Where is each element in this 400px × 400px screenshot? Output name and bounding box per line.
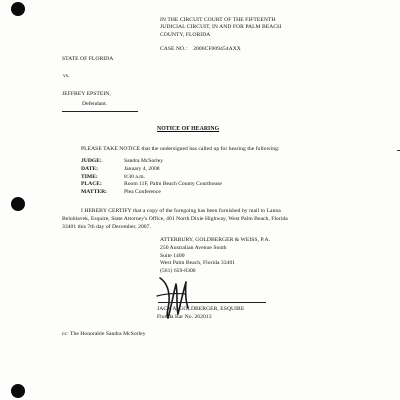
defendant-label: Defendant. <box>82 101 108 107</box>
detail-value: January 4, 2008 <box>124 165 160 172</box>
law-firm-block <box>160 237 270 276</box>
hearing-detail-row <box>81 189 222 197</box>
court-caption <box>160 17 281 39</box>
firm-address-line: Suite 1400 <box>160 252 185 259</box>
signer-block <box>157 306 244 322</box>
signer-name: JACK A. GOLDBERGER, ESQUIRE <box>157 306 245 312</box>
notice-title: NOTICE OF HEARING <box>157 126 220 132</box>
certificate-line: Belohlavek, Esquire, State Attorney's Office, 401 North Dixie Highway, West Palm Beach, Florida <box>62 215 288 222</box>
case-number-value: 2006CF009454AXX <box>193 46 241 52</box>
versus-label: vs. <box>63 73 70 79</box>
hearing-detail-row <box>81 158 222 166</box>
notice-body: PLEASE TAKE NOTICE that the undersigned has called up for hearing the following: <box>81 146 280 152</box>
firm-name: ATTERBURY, GOLDBERGER & WEISS, P.A. <box>160 237 271 243</box>
detail-value: 8:30 a.m. <box>124 173 145 180</box>
court-caption-line: IN THE CIRCUIT COURT OF THE FIFTEENTH <box>160 17 276 23</box>
detail-key: MATTER: <box>81 189 107 196</box>
detail-value: Room 11F, Palm Beach County Courthouse <box>124 181 222 188</box>
defendant-name: JEFFREY EPSTEIN, <box>62 91 111 97</box>
certificate-line: 33401 this 7th day of December, 2007. <box>62 223 151 230</box>
firm-phone: (561) 659-8300 <box>160 268 196 275</box>
carbon-copy-line: cc: The Honorable Sandra McSorley <box>62 331 146 337</box>
hole-punch-middle <box>11 197 25 211</box>
firm-address-line: 250 Australian Avenue South <box>160 244 227 251</box>
certificate-line: I HEREBY CERTIFY that a copy of the foregoing has been furnished by mail to Lanna <box>81 208 281 214</box>
signature-line <box>158 302 266 303</box>
certificate-of-service <box>62 208 288 231</box>
detail-key: DATE: <box>81 165 98 172</box>
detail-value: Sandra McSorley <box>124 158 163 164</box>
detail-key: JUDGE: <box>81 158 102 164</box>
detail-value: Plea Conference <box>124 189 161 196</box>
firm-address-line: West Palm Beach, Florida 33401 <box>160 260 236 267</box>
case-number <box>160 46 241 53</box>
hearing-details <box>81 158 222 197</box>
court-caption-line: COUNTY, FLORIDA <box>160 31 211 38</box>
court-caption-line: JUDICIAL CIRCUIT, IN AND FOR PALM BEACH <box>160 24 282 31</box>
hearing-detail-row <box>81 174 222 182</box>
signer-bar-number: Florida Bar No. 262013 <box>157 313 212 320</box>
hearing-detail-row <box>81 166 222 174</box>
caption-divider <box>62 111 138 112</box>
plaintiff-name: STATE OF FLORIDA <box>62 56 114 62</box>
detail-key: PLACE: <box>81 181 102 188</box>
hole-punch-bottom <box>11 384 25 398</box>
hole-punch-top <box>11 2 25 16</box>
case-number-label: CASE NO.: <box>160 46 188 52</box>
detail-key: TIME: <box>81 173 98 180</box>
